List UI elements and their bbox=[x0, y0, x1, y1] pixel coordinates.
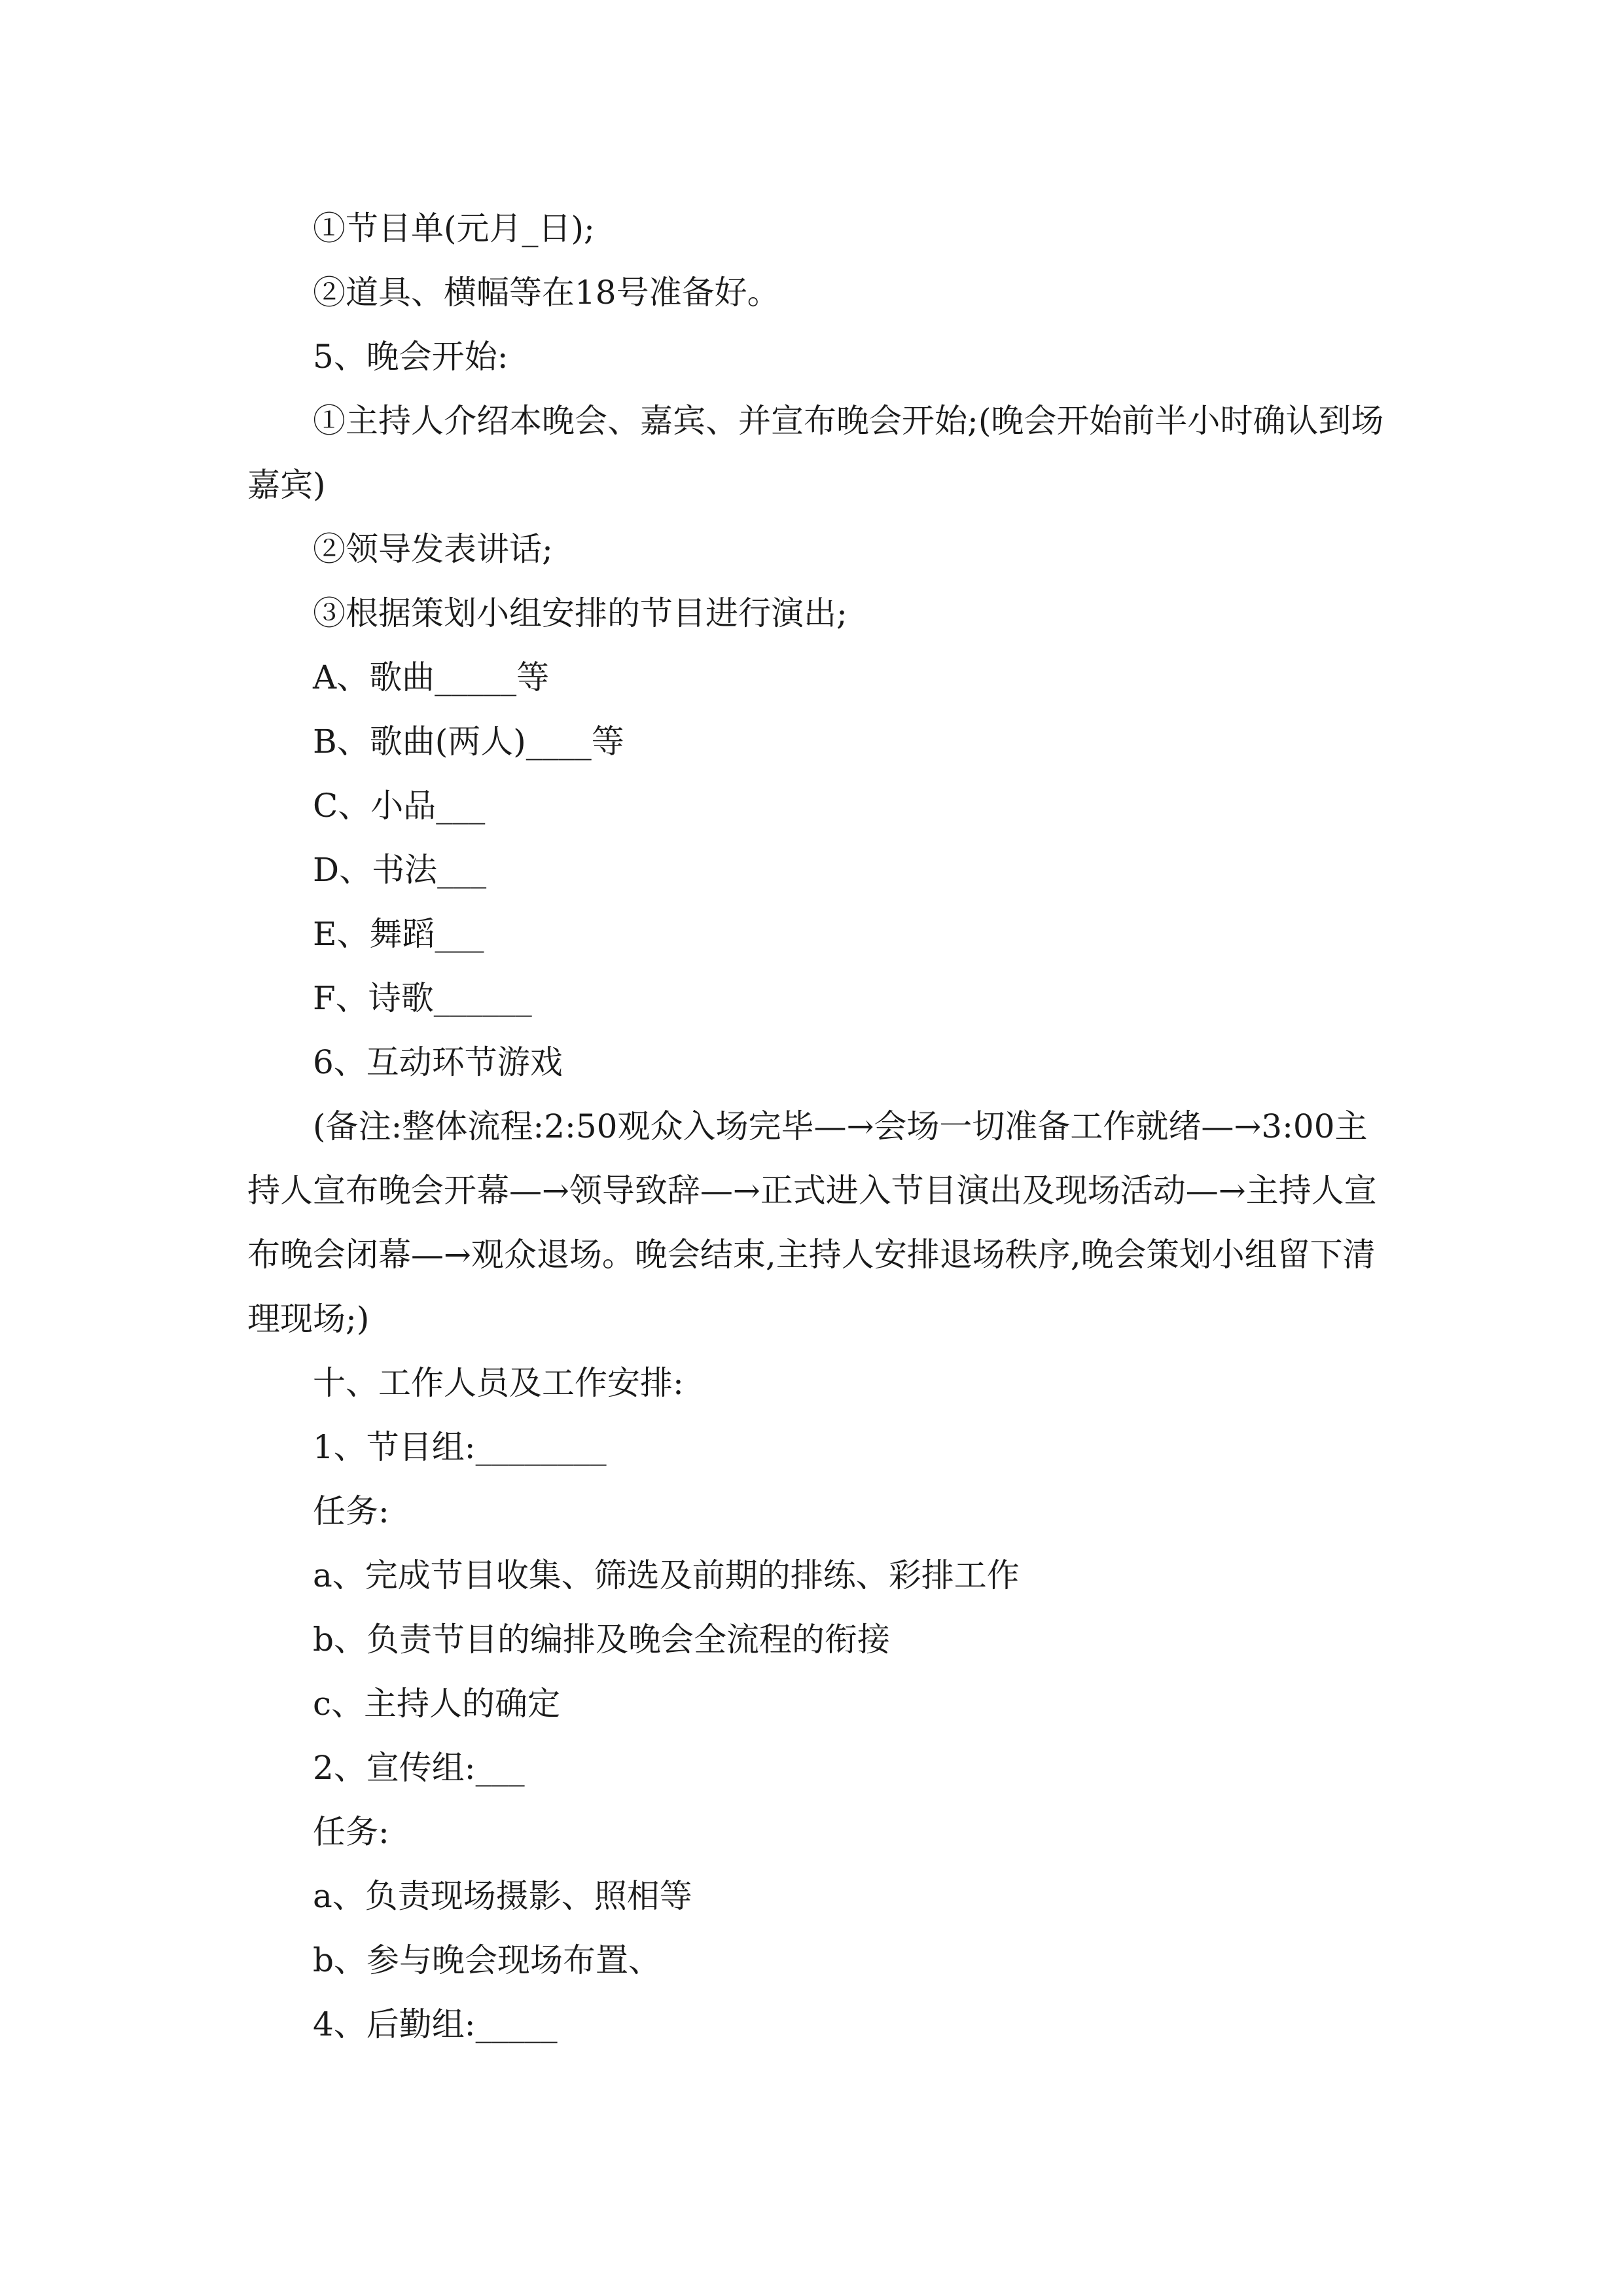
line-item-c-skit: C、小品___ bbox=[313, 787, 486, 825]
line-gala-start-heading: 5、晚会开始: bbox=[313, 338, 508, 376]
line-task-2b: b、参与晚会现场布置、 bbox=[313, 1941, 662, 1979]
line-host-intro: ①主持人介绍本晚会、嘉宾、并宣布晚会开始;(晚会开始前半小时确认到场嘉宾) bbox=[247, 402, 1384, 504]
line-item-b-duet: B、歌曲(两人)____等 bbox=[313, 723, 624, 761]
line-program-list: ①节目单(元月_日); bbox=[313, 209, 595, 247]
line-overall-flow-note: (备注:整体流程:2:50观众入场完毕—→会场一切准备工作就绪—→3:00主持人宣布晚会开幕—→领导致辞—→正式进入节目演出及现场活动—→主持人宣布晚会闭幕—→观众退场。晚会结束,主持人安排退场秩序,晚会策划小组留下清理现场;) bbox=[247, 1107, 1377, 1338]
line-task-1c: c、主持人的确定 bbox=[313, 1685, 561, 1723]
line-item-a-song: A、歌曲_____等 bbox=[313, 658, 550, 696]
line-interactive-games: 6、互动环节游戏 bbox=[313, 1043, 563, 1081]
line-program-team: 1、节目组:________ bbox=[313, 1428, 607, 1466]
line-performance: ③根据策划小组安排的节目进行演出; bbox=[313, 594, 847, 632]
line-item-e-dance: E、舞蹈___ bbox=[313, 915, 484, 953]
line-item-f-poetry: F、诗歌______ bbox=[313, 979, 532, 1017]
line-task-1b: b、负责节目的编排及晚会全流程的衔接 bbox=[313, 1621, 891, 1659]
line-staff-heading: 十、工作人员及工作安排: bbox=[313, 1364, 684, 1402]
line-item-d-calligraphy: D、书法___ bbox=[313, 851, 487, 889]
line-tasks-label-1: 任务: bbox=[313, 1492, 389, 1530]
line-task-2a: a、负责现场摄影、照相等 bbox=[313, 1877, 692, 1915]
line-logistics-team: 4、后勤组:_____ bbox=[313, 2005, 558, 2043]
line-task-1a: a、完成节目收集、筛选及前期的排练、彩排工作 bbox=[313, 1556, 1020, 1594]
line-leader-speech: ②领导发表讲话; bbox=[313, 530, 553, 568]
document-body bbox=[247, 196, 1387, 2056]
line-tasks-label-2: 任务: bbox=[313, 1813, 389, 1851]
line-publicity-team: 2、宣传组:___ bbox=[313, 1749, 525, 1787]
line-props-banners: ②道具、横幅等在18号准备好。 bbox=[313, 274, 780, 312]
